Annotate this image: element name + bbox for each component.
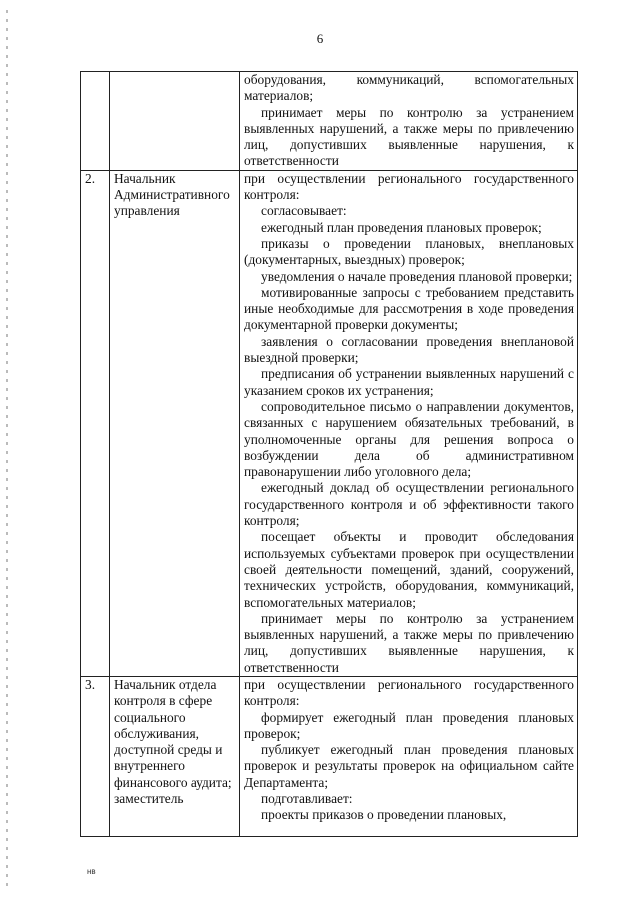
table-row [81,170,578,676]
table-row [81,676,578,836]
duty-paragraph: заявления о согласовании проведения внеплановой выездной проверки; [244,333,574,366]
row-duties [240,170,578,676]
duty-paragraph: ежегодный план проведения плановых проверок; [261,219,542,235]
row-position [110,72,240,171]
row-number: 2. [81,170,110,676]
duty-paragraph: согласовывает: [261,203,347,219]
duty-paragraph: мотивированные запросы с требованием представить иные необходимые для рассмотрения в ходе проведения документарной проверки документы; [244,284,574,333]
page-number: 6 [316,31,324,46]
duty-paragraph: уведомления о начале проведения плановой проверки; [261,268,573,284]
duty-paragraph: при осуществлении регионального государственного контроля: [244,676,574,709]
scan-edge-mark [6,10,8,890]
duty-paragraph: формирует ежегодный план проведения плановых проверок; [244,709,574,741]
duty-paragraph: предписания об устранении выявленных нарушений с указанием сроков их устранения; [244,366,574,398]
row-number: 3. [81,676,110,836]
row-duties [240,72,578,171]
footer-mark: нв [87,867,96,876]
duty-paragraph: приказы о проведении плановых, внеплановых (документарных, выездных) проверок; [244,235,574,268]
row-number [81,72,110,171]
row-position-text: Начальник отдела контроля в сфере социального обслуживания, доступной среды и внутреннего финансового аудита; заместитель [114,676,232,807]
duty-paragraph: принимает меры по контролю за устранением выявленных нарушений, а также меры по привлечению лиц, допустивших выявленные нарушения, к ответственности [244,610,574,675]
table-row [81,72,578,171]
duty-paragraph: посещает объекты и проводит обследования используемых субъектами проверок при осуществлении своей деятельности помещений, зданий, сооружений, технических устройств, оборудования, коммуникаций, вспомогательных материалов; [244,529,574,610]
row-position: Начальник Административного управления [110,170,240,676]
duty-paragraph: принимает меры по контролю за устранением выявленных нарушений, а также меры по привлечению лиц, допустивших выявленные нарушения, к ответственности [244,104,574,169]
duty-paragraph: публикует ежегодный план проведения плановых проверок и результаты проверок на официальном сайте Департамента; [244,742,574,790]
row-position [110,676,240,836]
row-duties [240,676,578,836]
duty-paragraph: ежегодный доклад об осуществлении регионального государственного контроля и об эффективности такого контроля; [244,480,574,529]
duties-table [80,71,578,837]
duty-paragraph: проекты приказов о проведении плановых, [261,807,507,823]
duty-paragraph: оборудования, коммуникаций, вспомогательных материалов; [244,72,574,104]
duty-paragraph: при осуществлении регионального государственного контроля: [244,170,574,203]
duty-paragraph: подготавливает: [261,791,353,807]
duty-paragraph: сопроводительное письмо о направлении документов, связанных с нарушением обязательных требований, в уполномоченные органы для решения вопроса о возбуждении дела об административном правонарушении либо уголовного дела; [244,398,574,480]
